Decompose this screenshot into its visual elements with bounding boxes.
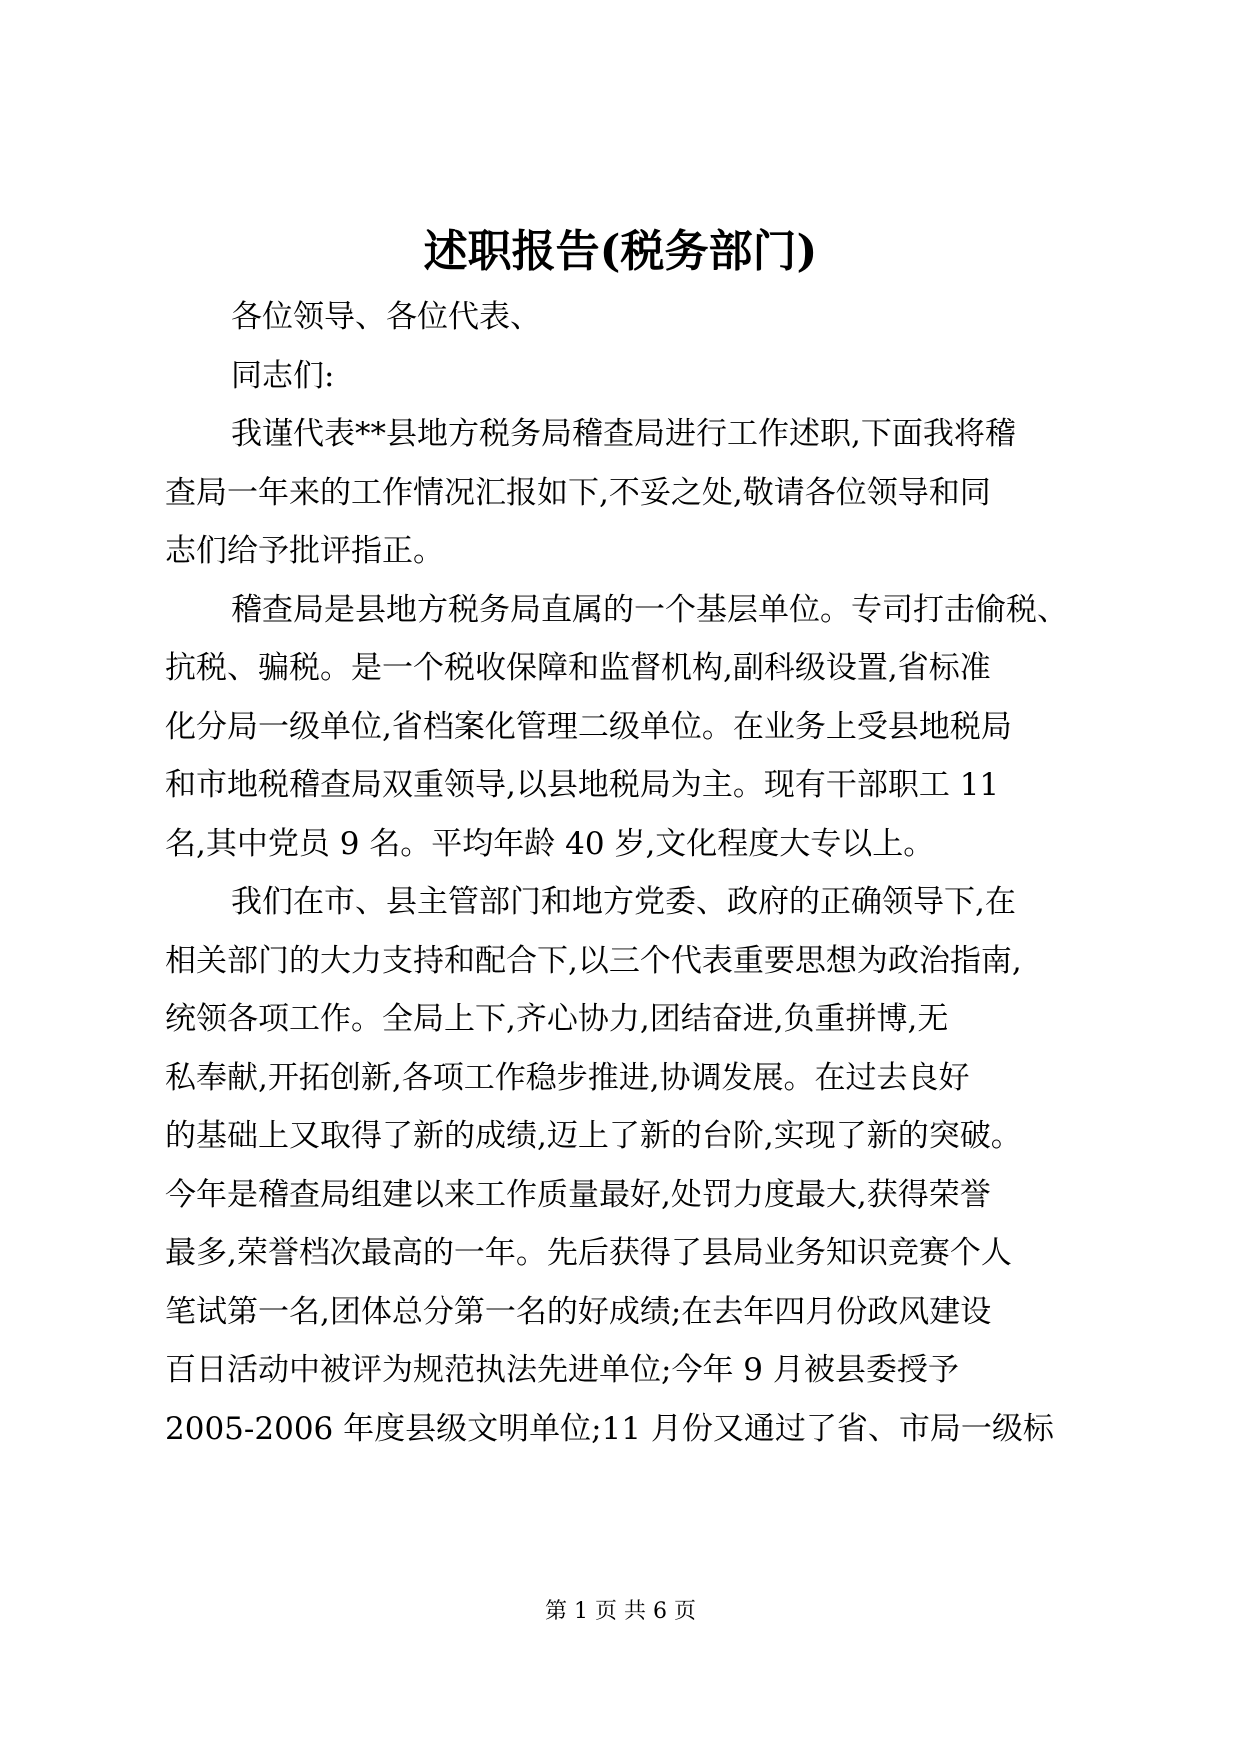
text-line: 最多,荣誉档次最高的一年。先后获得了县局业务知识竞赛个人 [165, 1235, 1012, 1271]
text-line: 百日活动中被评为规范执法先进单位;今年 9 月被县委授予 [165, 1352, 959, 1388]
text-line: 的基础上又取得了新的成绩,迈上了新的台阶,实现了新的突破。 [165, 1118, 1022, 1154]
text-line: 稽查局是县地方税务局直属的一个基层单位。专司打击偷税、 [231, 591, 1068, 628]
text-line: 统领各项工作。全局上下,齐心协力,团结奋进,负重拼博,无 [165, 1001, 949, 1037]
text-line: 我们在市、县主管部门和地方党委、政府的正确领导下,在 [231, 884, 1016, 920]
text-line: 抗税、骗税。是一个税收保障和监督机构,副科级设置,省标准 [165, 650, 991, 686]
document-title: 述职报告(税务部门) [423, 226, 818, 277]
page-footer: 第 1 页 共 6 页 [545, 1599, 696, 1624]
text-line: 查局一年来的工作情况汇报如下,不妥之处,敬请各位领导和同 [165, 474, 991, 511]
text-line: 同志们: [231, 357, 335, 394]
text-line: 笔试第一名,团体总分第一名的好成绩;在去年四月份政风建设 [165, 1293, 992, 1330]
text-line: 私奉献,开拓创新,各项工作稳步推进,协调发展。在过去良好 [165, 1059, 970, 1096]
text-line: 名,其中党员 9 名。平均年龄 40 岁,文化程度大专以上。 [165, 825, 935, 862]
text-line: 今年是稽查局组建以来工作质量最好,处罚力度最大,获得荣誉 [165, 1176, 991, 1213]
text-line: 相关部门的大力支持和配合下,以三个代表重要思想为政治指南, [165, 942, 1022, 979]
text-line: 我谨代表**县地方税务局稽查局进行工作述职,下面我将稽 [231, 416, 1016, 452]
text-line: 和市地税稽查局双重领导,以县地税局为主。现有干部职工 11 [165, 767, 1000, 803]
text-line: 各位领导、各位代表、 [231, 299, 541, 335]
text-line: 2005-2006 年度县级文明单位;11 月份又通过了省、市局一级标 [165, 1410, 1054, 1447]
text-line: 志们给予批评指正。 [165, 533, 444, 569]
text-line: 化分局一级单位,省档案化管理二级单位。在业务上受县地税局 [165, 708, 1012, 745]
document-body [165, 288, 1085, 1458]
